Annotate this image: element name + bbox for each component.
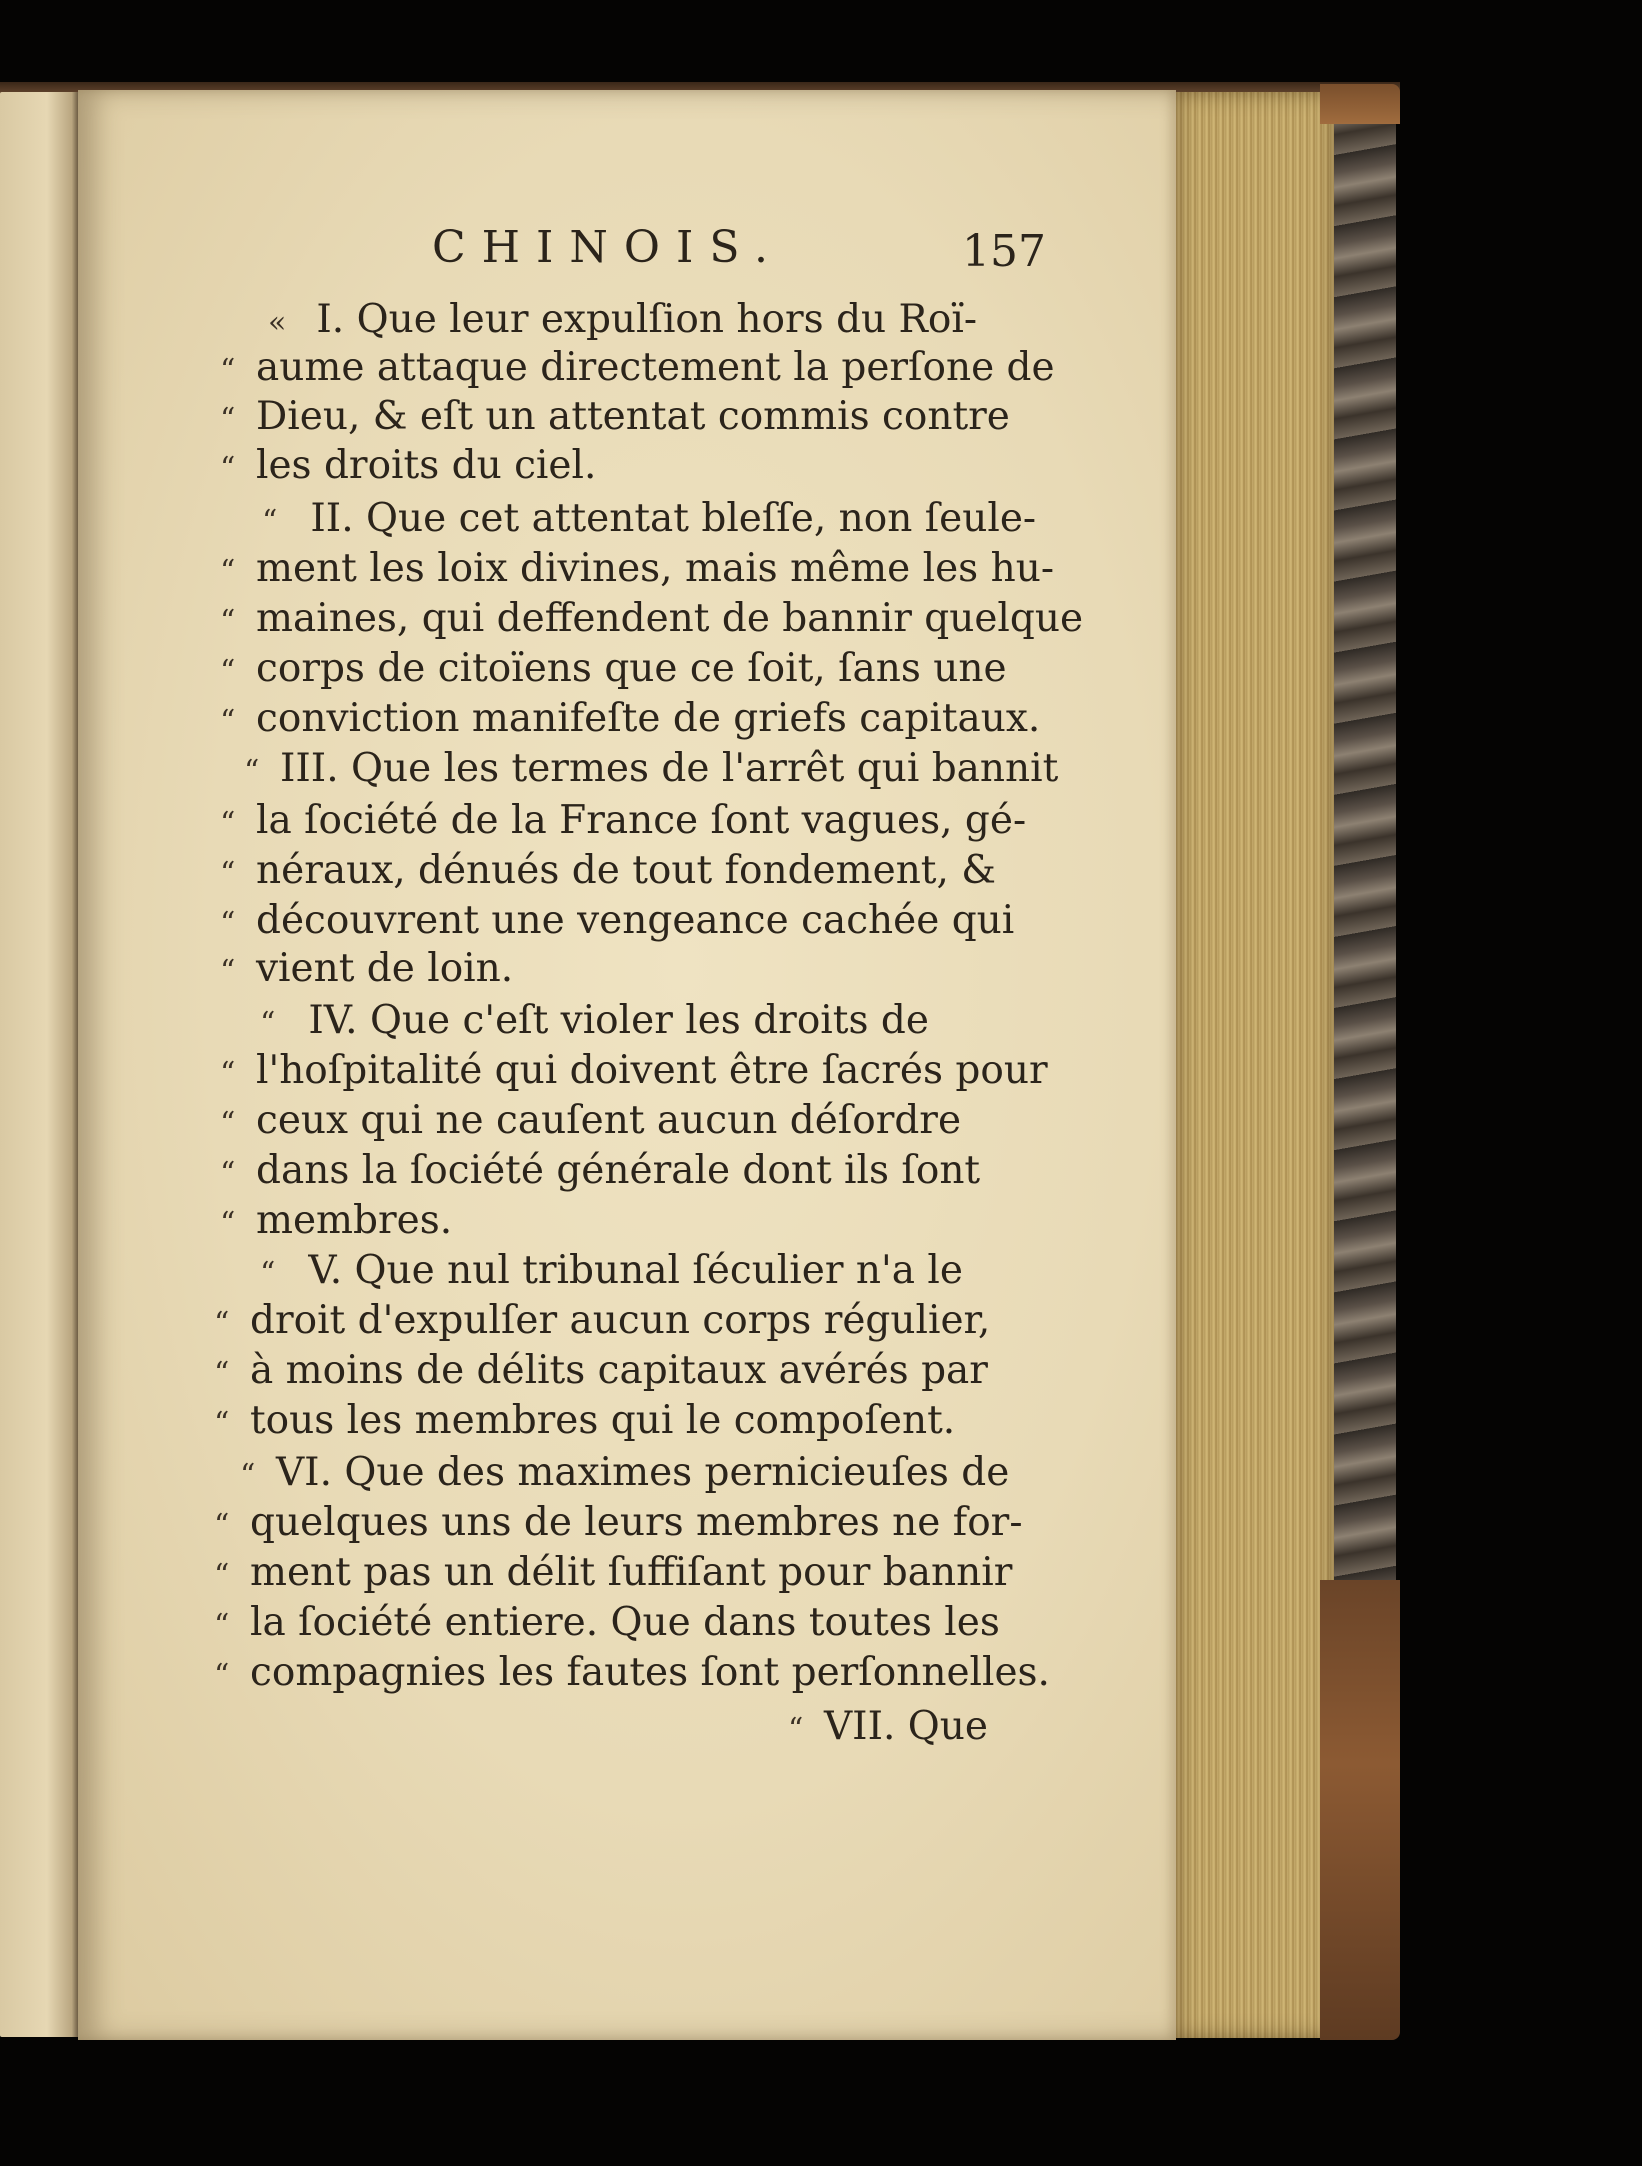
quote-mark: “ [262, 504, 278, 539]
text-line: “ la ſociété de la France ſont vagues, gé- [220, 796, 1026, 849]
text-line: “ les droits du ciel. [220, 441, 596, 494]
quote-mark: “ [220, 1156, 236, 1191]
quote-mark: “ [220, 806, 236, 841]
quote-mark: “ [214, 1406, 230, 1441]
text-line: “ à moins de délits capitaux avérés par [214, 1346, 988, 1399]
quote-mark: “ [220, 451, 236, 486]
quote-mark: “ [214, 1608, 230, 1643]
text-line: “ VI. Que des maximes pernicieuſes de [240, 1448, 1009, 1501]
quote-mark: “ [788, 1712, 804, 1747]
quote-mark: “ [214, 1306, 230, 1341]
quote-mark: “ [220, 1106, 236, 1141]
text-line: “ ment les loix divines, mais même les hu- [220, 544, 1054, 597]
quote-mark: “ [240, 1458, 256, 1493]
text-line: “ néraux, dénués de tout fondement, & [220, 846, 996, 899]
text-line: “ vient de loin. [220, 944, 513, 997]
quote-mark: “ [220, 1206, 236, 1241]
text-line: “ ment pas un délit ſuffiſant pour bannir [214, 1548, 1012, 1601]
quote-mark: “ [260, 1256, 276, 1291]
text-line: “ Dieu, & eſt un attentat commis contre [220, 392, 1010, 445]
text-line: “ compagnies les fautes ſont perſonnelles. [214, 1648, 1050, 1701]
text-line: “ l'hoſpitalité qui doivent être ſacrés pour [220, 1046, 1048, 1099]
text-line: “ maines, qui deffendent de bannir quelque [220, 594, 1083, 647]
quote-mark: “ [214, 1508, 230, 1543]
quote-mark: “ [220, 604, 236, 639]
quote-mark: “ [220, 856, 236, 891]
text-line: “ la ſociété entiere. Que dans toutes les [214, 1598, 1000, 1651]
quote-mark: “ [260, 1006, 276, 1041]
quote-mark: “ [220, 654, 236, 689]
quote-mark: “ [220, 954, 236, 989]
text-line: “ aume attaque directement la perſone de [220, 343, 1055, 396]
text-line: “ III. Que les termes de l'arrêt qui bannit [244, 744, 1058, 797]
text-line: “ ceux qui ne cauſent aucun déſordre [220, 1096, 961, 1149]
text-line: “ II. Que cet attentat bleſſe, non ſeule- [262, 494, 1036, 547]
running-title: CHINOIS. [432, 222, 784, 273]
page-number: 157 [962, 226, 1046, 277]
text-line: “ membres. [220, 1196, 452, 1249]
text-line: “ IV. Que c'eſt violer les droits de [260, 996, 929, 1049]
quote-mark: “ [220, 906, 236, 941]
text-line: “ découvrent une vengeance cachée qui [220, 896, 1014, 949]
quote-mark: “ [220, 554, 236, 589]
quote-mark: “ [220, 402, 236, 437]
text-line: “ dans la ſociété générale dont ils ſont [220, 1146, 980, 1199]
quote-mark: « [268, 305, 287, 340]
text-line: « I. Que leur expulſion hors du Roï- [268, 295, 977, 348]
quote-mark: “ [244, 754, 260, 789]
quote-mark: “ [220, 353, 236, 388]
text-line: “ droit d'expulſer aucun corps régulier, [214, 1296, 990, 1349]
catchword: “ VII. Que [788, 1702, 988, 1755]
text-line: “ tous les membres qui le compoſent. [214, 1396, 955, 1449]
quote-mark: “ [214, 1658, 230, 1693]
text-line: “ V. Que nul tribunal ſéculier n'a le [260, 1246, 963, 1299]
quote-mark: “ [220, 1056, 236, 1091]
quote-mark: “ [214, 1356, 230, 1391]
text-line: “ corps de citoïens que ce ſoit, ſans une [220, 644, 1007, 697]
quote-mark: “ [220, 704, 236, 739]
quote-mark: “ [214, 1558, 230, 1593]
text-line: “ conviction manifeſte de griefs capitaux. [220, 694, 1040, 747]
text-line: “ quelques uns de leurs membres ne for- [214, 1498, 1023, 1551]
